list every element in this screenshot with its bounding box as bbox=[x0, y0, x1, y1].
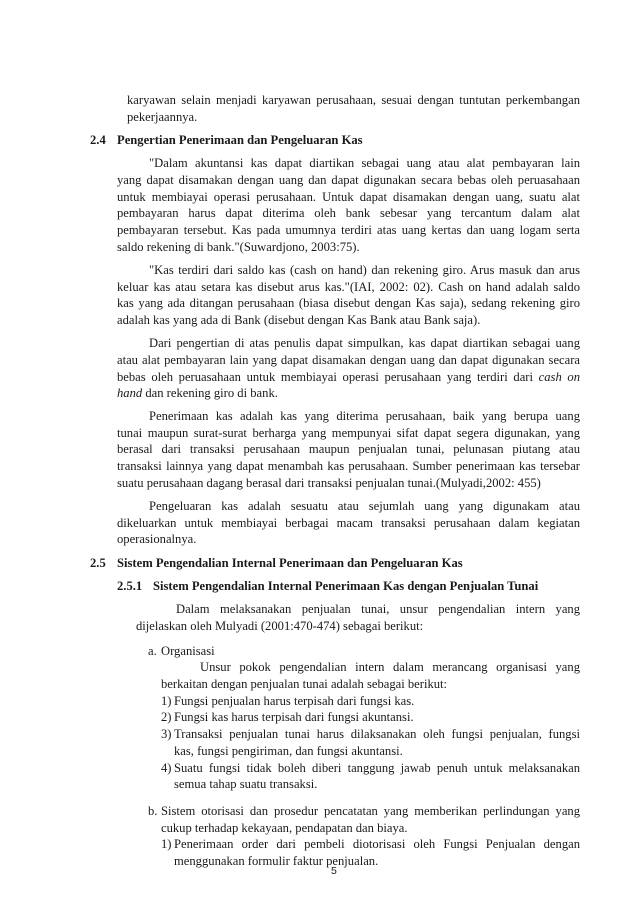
paragraph-line: Dari pengertian di atas penulis dapat simpulkan, kas dapat diartikan sebagai uang bbox=[149, 336, 580, 350]
numbered-item: Fungsi kas harus terpisah dari fungsi akuntansi. bbox=[174, 710, 414, 724]
list-label: b. bbox=[148, 804, 158, 818]
subsection-heading: Sistem Pengendalian Internal Penerimaan Kas dengan Penjualan Tunai bbox=[153, 579, 539, 593]
italic-term: hand bbox=[117, 386, 143, 400]
paragraph-line: yang dapat disamakan dengan uang dan dapat digunakan secara bebas oleh peruasahaan bbox=[117, 173, 580, 187]
numbered-item-cont: kas, fungsi pengiriman, dan fungsi akuntansi. bbox=[174, 744, 403, 758]
numbered-label: 2) bbox=[161, 710, 172, 724]
paragraph-line: keluar kas atau setara kas disebut arus kas."(IAI, 2002: 02). Cash on hand adalah saldo bbox=[117, 280, 580, 294]
paragraph-line: adalah kas yang ada di Bank (disebut dengan Kas Bank atau Bank saja). bbox=[117, 313, 481, 327]
paragraph-line bbox=[117, 369, 580, 386]
section-heading: Pengertian Penerimaan dan Pengeluaran Kas bbox=[117, 133, 363, 147]
paragraph-line: Unsur pokok pengendalian intern dalam merancang organisasi yang bbox=[200, 660, 580, 674]
subsection-number: 2.5.1 bbox=[117, 579, 143, 593]
section-number: 2.4 bbox=[90, 133, 106, 147]
numbered-label: 1) bbox=[161, 694, 172, 708]
numbered-item: Penerimaan order dari pembeli diotorisasi oleh Fungsi Penjualan dengan bbox=[174, 837, 580, 851]
paragraph-line: operasionalnya. bbox=[117, 532, 197, 546]
numbered-item: Transaksi penjualan tunai harus dilaksanakan oleh fungsi penjualan, fungsi bbox=[174, 727, 580, 741]
paragraph-line: atau alat pembayaran lain yang dapat disamakan dengan uang dan dapat digunakan secara bbox=[117, 353, 580, 367]
page-number: 5 bbox=[331, 865, 337, 877]
paragraph-line: "Dalam akuntansi kas dapat diartikan sebagai uang atau alat pembayaran lain bbox=[149, 156, 580, 170]
paragraph-line bbox=[117, 385, 278, 402]
numbered-item-cont: semua tahap suatu transaksi. bbox=[174, 777, 318, 791]
paragraph-line: transaksi lainnya yang dapat menambah kas perusahaan. Sumber penerimaan kas tersebar bbox=[117, 459, 580, 473]
list-label: a. bbox=[148, 644, 157, 658]
numbered-label: 3) bbox=[161, 727, 172, 741]
numbered-label: 1) bbox=[161, 837, 172, 851]
numbered-item-cont: menggunakan formulir faktur penjualan. bbox=[174, 854, 379, 868]
paragraph-line: dijelaskan oleh Mulyadi (2001:470-474) sebagai berikut: bbox=[136, 619, 424, 633]
paragraph-line: Dalam melaksanakan penjualan tunai, unsur pengendalian intern yang bbox=[176, 602, 580, 616]
paragraph-text: bebas oleh peruasahaan untuk membiayai operasi perusahaan yang terdiri dari bbox=[117, 370, 533, 384]
paragraph-line: cukup terhadap kekayaan, pendapatan dan biaya. bbox=[161, 821, 408, 835]
italic-term: cash on bbox=[538, 370, 581, 384]
paragraph-line: tunai maupun surat-surat berharga yang mempunyai sifat dapat segera digunakan, yang bbox=[117, 426, 580, 440]
paragraph-line: kas yang ada ditangan perusahaan (biasa disebut dengan Kas saja), sedang rekening giro bbox=[117, 296, 580, 310]
paragraph-line: saldo rekening di bank."(Suwardjono, 2003:75). bbox=[117, 240, 360, 254]
section-heading: Sistem Pengendalian Internal Penerimaan dan Pengeluaran Kas bbox=[117, 556, 463, 570]
paragraph-line: berkaitan dengan penjualan tunai adalah sebagai berikut: bbox=[161, 677, 448, 691]
numbered-item: Suatu fungsi tidak boleh diberi tanggung jawab penuh untuk melaksanakan bbox=[174, 761, 580, 775]
section-number: 2.5 bbox=[90, 556, 106, 570]
paragraph-line: dikeluarkan untuk membiayai berbagai macam transaksi perusahaan dalam kegiatan bbox=[117, 516, 580, 530]
paragraph-line: untuk membiayai operasi perusahaan. Untuk dapat disamakan dengan uang, suatu alat bbox=[117, 190, 580, 204]
paragraph-line: pembayaran harus dapat diterima oleh bank sebesar yang tercantum dalam alat bbox=[117, 206, 580, 220]
paragraph-line: suatu perusahaan dagang berasal dari transaksi penjualan tunai.(Mulyadi,2002: 455) bbox=[117, 476, 541, 490]
paragraph-line: pembayaran tersebut. Kas pada umumnya terdiri atas uang kertas dan uang logam serta bbox=[117, 223, 580, 237]
list-item-title: Organisasi bbox=[161, 644, 215, 658]
paragraph-line: Sistem otorisasi dan prosedur pencatatan yang memberikan perlindungan yang bbox=[161, 804, 580, 818]
paragraph-text: dan rekening giro di bank. bbox=[142, 386, 278, 400]
paragraph-line: Pengeluaran kas adalah sesuatu atau sejumlah uang yang digunakam atau bbox=[149, 499, 580, 513]
body-line: pekerjaannya. bbox=[127, 110, 198, 124]
body-line: karyawan selain menjadi karyawan perusahaan, sesuai dengan tuntutan perkembangan bbox=[127, 93, 580, 107]
paragraph-line: Penerimaan kas adalah kas yang diterima perusahaan, baik yang berupa uang bbox=[149, 409, 580, 423]
numbered-label: 4) bbox=[161, 761, 172, 775]
paragraph-line: "Kas terdiri dari saldo kas (cash on hand) dan rekening giro. Arus masuk dan arus bbox=[149, 263, 580, 277]
numbered-item: Fungsi penjualan harus terpisah dari fungsi kas. bbox=[174, 694, 415, 708]
paragraph-line: berasal dari transaksi perusahaan maupun penjualan tunai, pelunasan piutang atau bbox=[117, 442, 580, 456]
